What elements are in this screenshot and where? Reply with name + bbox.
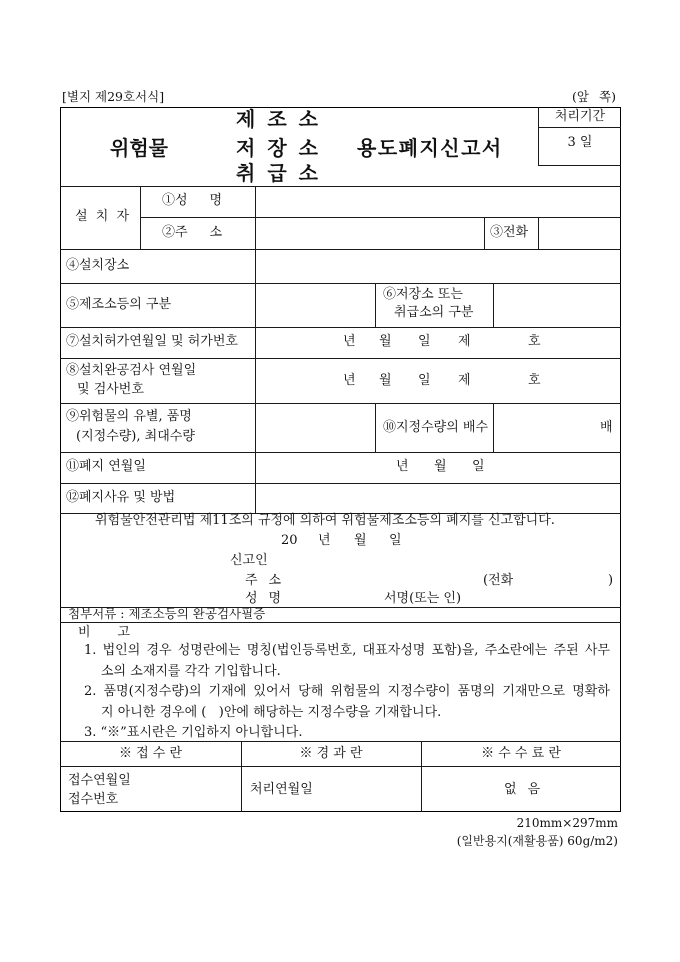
storage-class-field[interactable] [494, 284, 621, 327]
signature-label: 서명(또는 인) [384, 591, 462, 606]
abolition-date-field[interactable] [256, 453, 621, 483]
inspection-month-unit: 월 [379, 373, 392, 388]
spread-glyph: 비 [78, 625, 91, 640]
paper-type: (일반용지(재활용품) 60g/m2) [456, 834, 618, 848]
spread-glyph: 저 [236, 136, 256, 160]
permit-field[interactable] [256, 328, 621, 358]
storage-class-label-line1: ⑥저장소 또는 [383, 287, 463, 302]
form-number: [별지 제29호서식] [62, 89, 165, 104]
spread-glyph: 취 [236, 161, 256, 185]
spread-glyph: 주소란에는 [484, 643, 548, 658]
spread-glyph: 주된 [553, 643, 579, 658]
designated-multiple-field[interactable] [494, 404, 621, 452]
installer-address-label [162, 226, 222, 240]
installer-label [75, 210, 129, 224]
abolition-day-unit: 일 [472, 459, 485, 474]
abolition-reason-field[interactable] [256, 484, 621, 513]
processing-date-label: 처리연월일 [250, 782, 313, 797]
permit-number-suffix: 호 [528, 334, 541, 349]
storage-class-label-line2: 취급소의 구분 [394, 305, 474, 320]
title-prefix: 위험물 [110, 136, 168, 160]
declaration-statement: 위험물안전관리법 제11조의 규정에 의하여 위험물제조소등의 폐지를 신고합니다. [95, 513, 555, 528]
spread-glyph: 주 [245, 573, 258, 588]
spread-glyph: 명 [268, 591, 281, 606]
spread-glyph: 경우 [146, 643, 172, 658]
spread-glyph: 품명(지정수량)의 [103, 684, 202, 699]
spread-glyph: 기재만으로 [502, 684, 566, 699]
spread-glyph: 소 [298, 107, 318, 131]
abolition-date-label: ⑪폐지 연월일 [66, 459, 146, 474]
permit-number-prefix: 제 [458, 334, 471, 349]
spread-glyph: 기재에 [208, 684, 247, 699]
declaration-day-unit: 일 [389, 533, 402, 548]
spread-glyph: ②주 [162, 225, 188, 240]
receipt-header: ※ 접 수 란 [118, 746, 183, 761]
spread-glyph: 제 [236, 107, 256, 131]
title-facility-handling [236, 162, 318, 184]
spread-glyph: 소 [298, 161, 318, 185]
notes-title [78, 626, 130, 640]
hazmat-field[interactable] [256, 404, 375, 452]
abolition-reason-label: ⑫폐지사유 및 방법 [66, 490, 176, 505]
inspection-label-line1: ⑧설치완공검사 연월일 [66, 363, 197, 378]
install-location-label: ④설치장소 [66, 258, 130, 273]
title-suffix: 용도폐지신고서 [357, 136, 503, 160]
inspection-number-prefix: 제 [458, 373, 471, 388]
permit-day-unit: 일 [418, 334, 431, 349]
inspection-number-suffix: 호 [528, 373, 541, 388]
spread-glyph: 포함)을, [431, 643, 479, 658]
spread-glyph: 법인의 [102, 643, 141, 658]
page-side-label [572, 90, 616, 104]
spread-glyph: 지정수량이 [387, 684, 451, 699]
spread-glyph: 조 [267, 107, 287, 131]
declaration-section [60, 513, 621, 607]
spread-glyph: 설 [75, 209, 88, 224]
declaration-year-prefix: 20 [281, 533, 298, 548]
installer-name-field[interactable] [256, 187, 621, 217]
reporter-label: 신고인 [230, 553, 268, 568]
note-line-2: 소의 소재지를 각각 기입합니다. [101, 664, 281, 679]
facility-class-label: ⑤제조소등의 구분 [66, 297, 172, 312]
declaration-year-unit: 년 [318, 533, 331, 548]
spread-glyph: 위험물의 [330, 684, 381, 699]
grid-line-h [538, 127, 621, 128]
facility-class-field[interactable] [256, 284, 375, 327]
grid-line-v [375, 283, 376, 327]
spread-glyph: 2. [84, 684, 97, 699]
receipt-number-label: 접수번호 [68, 792, 119, 807]
reporter-phone-open: (전화 [483, 573, 514, 588]
grid-line-v [140, 186, 141, 249]
title-facility-manufacturing [236, 108, 318, 130]
inspection-field[interactable] [256, 359, 621, 403]
spread-glyph: ①성 [162, 193, 188, 208]
paper-size: 210mm×297mm [516, 816, 618, 830]
installer-phone-label: ③전화 [490, 225, 529, 240]
spread-glyph: 1. [84, 643, 97, 658]
note-line-3 [84, 685, 610, 699]
note-line-5: 3. “※”표시란은 기입하지 아니합니다. [84, 725, 303, 740]
attachments-text: 첨부서류 : 제조소등의 완공검사필증 [68, 606, 266, 621]
abolition-year-unit: 년 [396, 459, 409, 474]
spread-glyph: 품명의 [457, 684, 496, 699]
grid-line-h [538, 165, 621, 166]
declaration-month-unit: 월 [354, 533, 367, 548]
designated-multiple-unit: 배 [600, 420, 613, 435]
spread-glyph: 소 [298, 136, 318, 160]
spread-glyph: 급 [267, 161, 287, 185]
spread-glyph: 쪽) [599, 89, 616, 104]
spread-glyph: 명칭(법인등록번호, [246, 643, 357, 658]
spread-glyph: (앞 [572, 89, 589, 104]
spread-glyph: 사무 [584, 643, 610, 658]
spread-glyph: 고 [117, 625, 130, 640]
spread-glyph: 음 [527, 782, 540, 797]
spread-glyph: 당해 [298, 684, 324, 699]
processing-period-label: 처리기간 [554, 109, 606, 124]
spread-glyph: 있어서 [253, 684, 292, 699]
spread-glyph: 명확하 [572, 684, 610, 699]
abolition-month-unit: 월 [434, 459, 447, 474]
spread-glyph: 없 [504, 782, 517, 797]
fee-header: ※ 수 수 료 란 [481, 746, 561, 761]
fee-value [504, 783, 540, 797]
notes-section [60, 622, 621, 741]
reporter-name-label [245, 592, 281, 606]
inspection-label-line2: 및 검사번호 [77, 382, 144, 397]
note-line-1 [84, 644, 610, 658]
installer-name-label [162, 194, 222, 208]
spread-glyph: 소 [268, 573, 281, 588]
grid-line-v [484, 217, 485, 249]
hazmat-label-line2: (지정수량), 최대수량 [76, 429, 195, 444]
permit-label: ⑦설치허가연월일 및 허가번호 [66, 334, 238, 349]
spread-glyph: 소 [209, 225, 222, 240]
progress-header: ※ 경 과 란 [299, 746, 363, 761]
spread-glyph: 대표자성명 [362, 643, 426, 658]
permit-month-unit: 월 [379, 334, 392, 349]
reporter-address-label [245, 574, 281, 588]
installer-address-field[interactable] [256, 218, 484, 249]
spread-glyph: 장 [267, 136, 287, 160]
installer-phone-field[interactable] [539, 218, 621, 249]
spread-glyph: 성명란에는 [177, 643, 241, 658]
title-facility-storage [236, 137, 318, 159]
spread-glyph: 자 [116, 209, 129, 224]
processing-period-value: 3 일 [567, 135, 593, 150]
reporter-phone-close: ) [608, 573, 614, 588]
office-use-section [60, 741, 621, 812]
inspection-year-unit: 년 [343, 373, 356, 388]
permit-year-unit: 년 [343, 334, 356, 349]
spread-glyph: 치 [95, 209, 109, 224]
note-line-4: 지 아니한 경우에 ( )안에 해당하는 지정수량을 기재합니다. [101, 705, 442, 720]
spread-glyph: 명 [209, 193, 222, 208]
hazmat-label-line1: ⑨위험물의 유별, 품명 [66, 409, 192, 424]
receipt-date-label: 접수연월일 [68, 773, 131, 788]
attachments-section [60, 607, 621, 622]
spread-glyph: 성 [245, 591, 258, 606]
inspection-day-unit: 일 [418, 373, 431, 388]
designated-multiple-label: ⑩지정수량의 배수 [383, 420, 489, 435]
grid-line-v [375, 403, 376, 452]
install-location-field[interactable] [256, 250, 621, 283]
